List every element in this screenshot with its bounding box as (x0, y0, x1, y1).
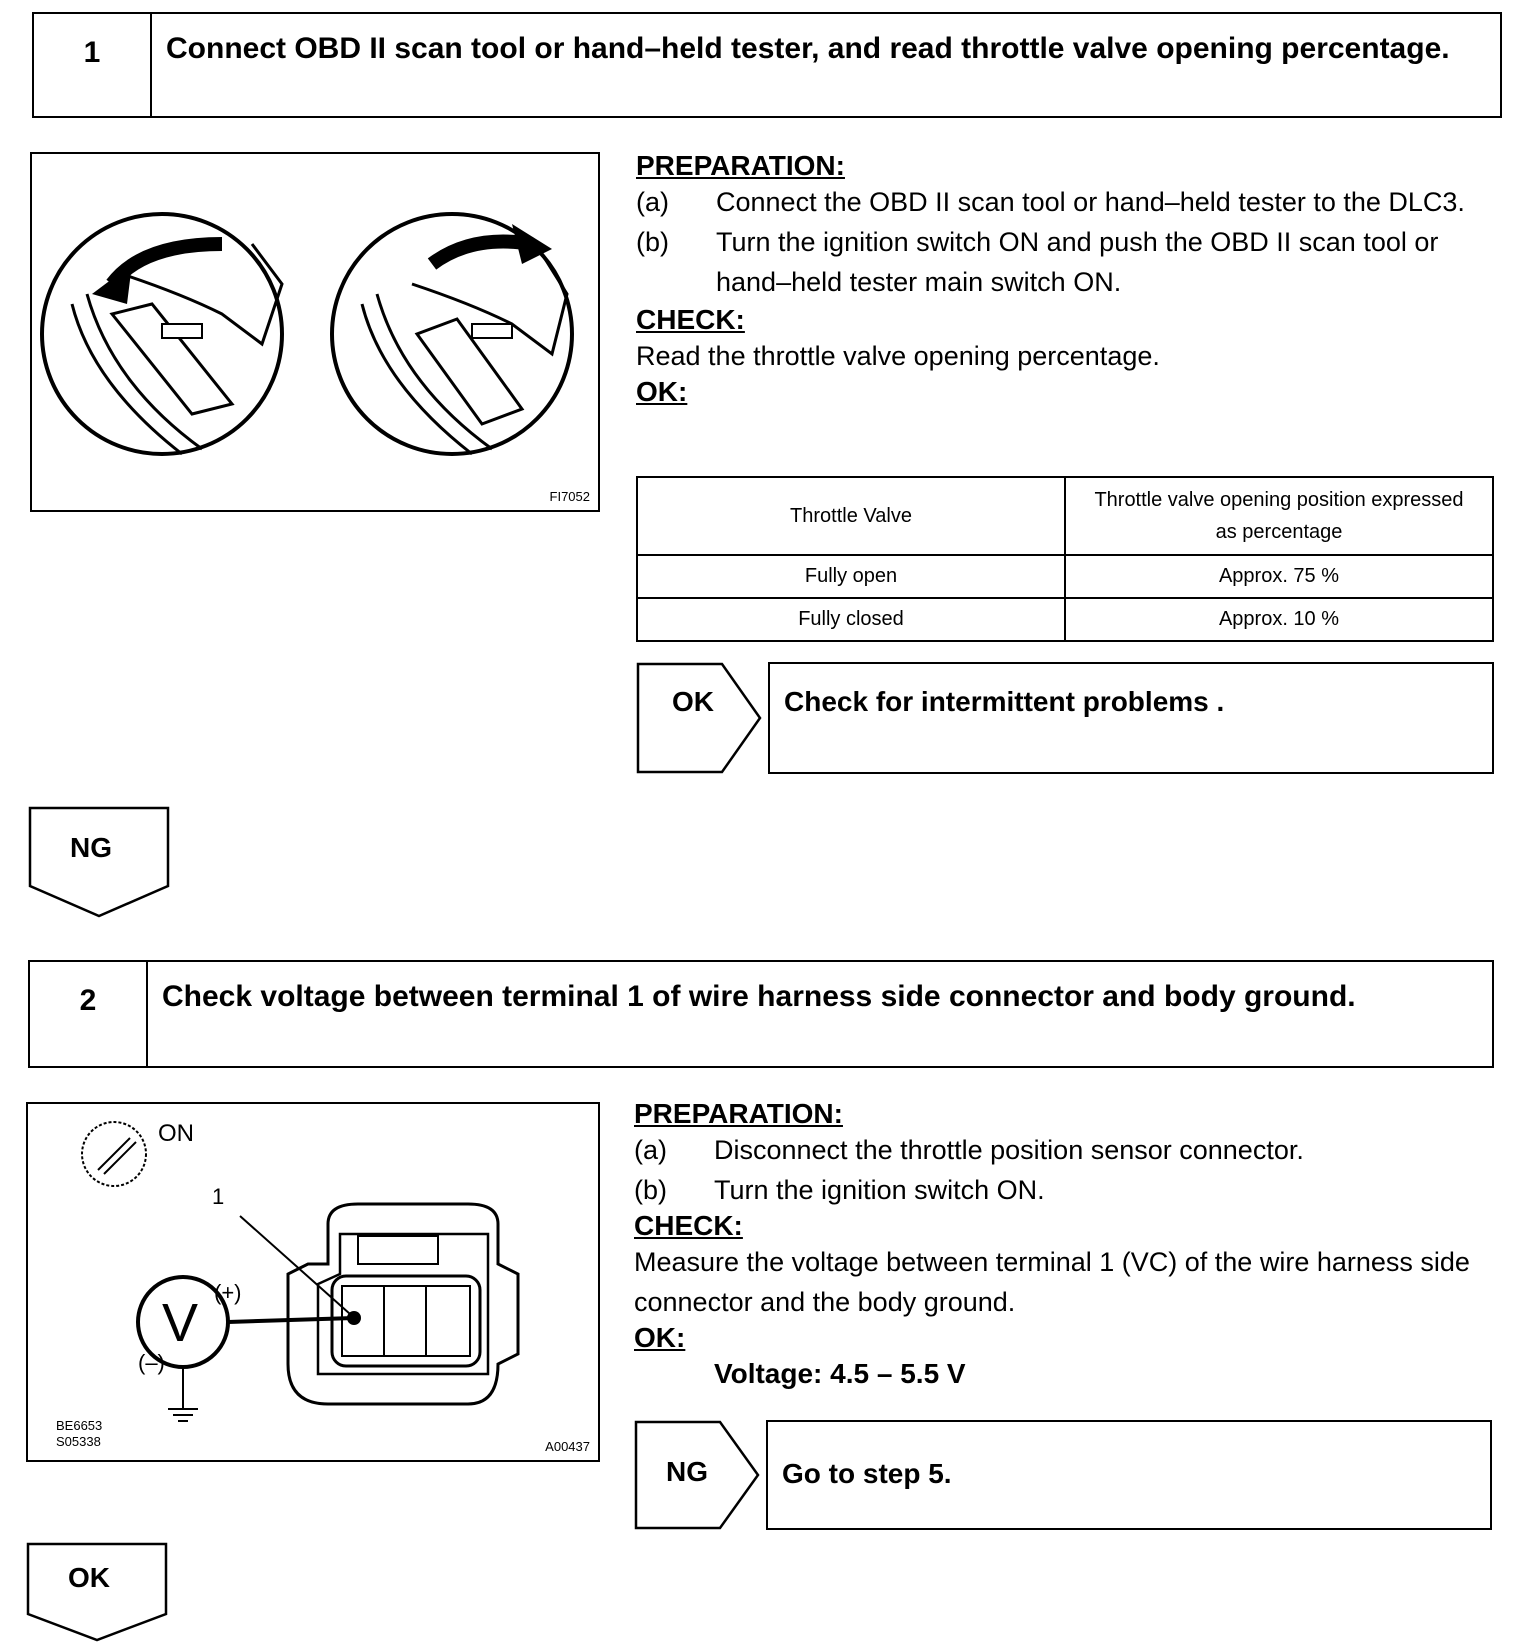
check-text: Read the throttle valve opening percentage. (636, 341, 1160, 371)
list-item (634, 1170, 1502, 1210)
table-row (637, 477, 1493, 555)
list-text: Connect the OBD II scan tool or hand–held tester to the DLC3. (716, 187, 1465, 217)
ok-heading: OK: (636, 376, 688, 407)
step-1-header (32, 12, 1502, 118)
ok-label: OK (68, 1562, 110, 1593)
list-text: Turn the ignition switch ON. (714, 1175, 1045, 1205)
list-item (636, 222, 1502, 302)
switch-label: ON (158, 1120, 194, 1147)
step-1-instructions (636, 150, 1502, 408)
minus-label: (–) (138, 1350, 165, 1375)
ng-result-box: Go to step 5. (766, 1420, 1492, 1530)
ignition-switch-icon (82, 1122, 146, 1186)
list-label: (a) (634, 1135, 667, 1165)
terminal-label: 1 (212, 1184, 225, 1209)
table-row (637, 598, 1493, 641)
table-cell: Fully open (637, 555, 1065, 598)
ok-spec: Voltage: 4.5 – 5.5 V (714, 1358, 966, 1389)
figure-code: A00437 (545, 1439, 590, 1454)
table-row (637, 555, 1493, 598)
figure-code: S05338 (56, 1434, 101, 1449)
table-header: Throttle valve opening position expressed as percentage (1065, 477, 1493, 555)
check-heading: CHECK: (636, 304, 745, 335)
pedal-depressed-icon (332, 214, 572, 454)
step-title: Connect OBD II scan tool or hand–held tester, and read throttle valve opening percentage. (166, 32, 1450, 65)
table-cell: Approx. 10 % (1065, 598, 1493, 641)
step-number: 2 (30, 962, 148, 1066)
voltmeter-illustration (28, 1104, 598, 1460)
check-heading: CHECK: (634, 1210, 743, 1241)
ng-arrow (634, 1420, 762, 1530)
ng-label: NG (666, 1456, 708, 1487)
pedal-figure (30, 152, 600, 512)
table-header: Throttle Valve (637, 477, 1065, 555)
preparation-heading: PREPARATION: (634, 1098, 843, 1129)
preparation-heading: PREPARATION: (636, 150, 845, 181)
pedal-released-icon (42, 214, 282, 454)
figure-code: FI7052 (549, 489, 590, 504)
list-label: (b) (634, 1175, 667, 1205)
figure-code: BE6653 (56, 1418, 103, 1433)
ng-label: NG (70, 832, 112, 863)
table-cell: Approx. 75 % (1065, 555, 1493, 598)
connector-icon (288, 1204, 518, 1404)
spec-table (636, 476, 1494, 642)
ok-label: OK (672, 686, 714, 717)
check-text: Measure the voltage between terminal 1 (VC) of the wire harness side connector and the body ground. (634, 1247, 1470, 1317)
step-2-header (28, 960, 1494, 1068)
list-label: (a) (636, 187, 669, 217)
ok-result-box: Check for intermittent problems . (768, 662, 1494, 774)
step-title: Check voltage between terminal 1 of wire harness side connector and body ground. (162, 980, 1356, 1013)
step-number: 1 (34, 14, 152, 116)
list-item (636, 182, 1502, 222)
list-text: Disconnect the throttle position sensor connector. (714, 1135, 1304, 1165)
list-item (634, 1130, 1502, 1170)
ok-heading: OK: (634, 1322, 686, 1353)
pedal-illustration (32, 154, 598, 510)
table-cell: Fully closed (637, 598, 1065, 641)
ok-arrow (636, 662, 764, 774)
plus-label: (+) (214, 1280, 242, 1305)
ok-down-arrow (26, 1542, 170, 1642)
list-text: Turn the ignition switch ON and push the OBD II scan tool or hand–held tester main switch ON. (716, 227, 1439, 297)
ng-down-arrow (28, 806, 172, 918)
voltage-figure (26, 1102, 600, 1462)
meter-symbol: V (162, 1293, 199, 1353)
list-label: (b) (636, 227, 669, 257)
step-2-instructions (634, 1098, 1502, 1394)
